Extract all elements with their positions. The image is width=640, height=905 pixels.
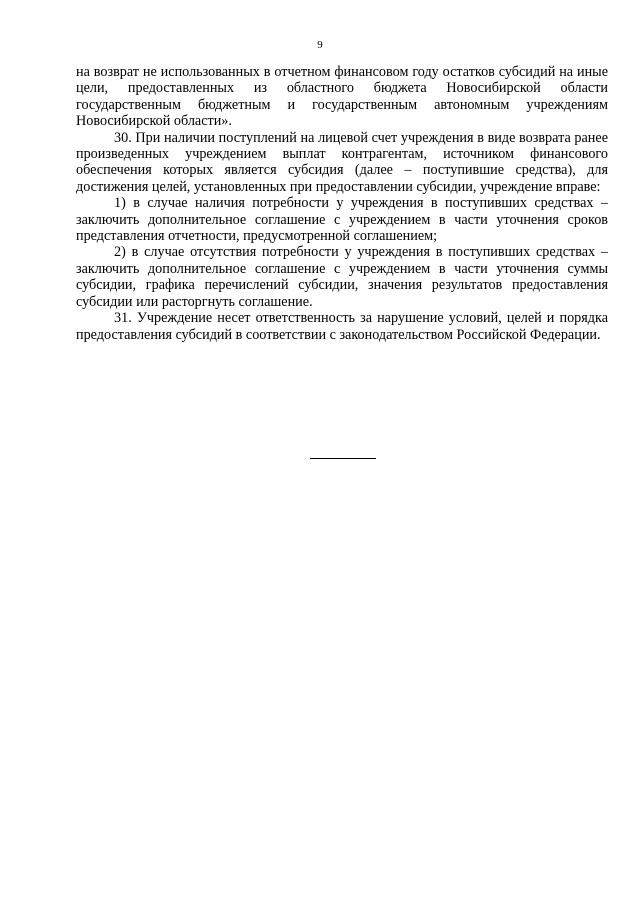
end-of-document-rule: [310, 458, 376, 459]
page-number: 9: [317, 39, 323, 51]
paragraph-continuation: на возврат не использованных в отчетном финансовом году остатков субсидий на иные цели, предоставленных из областного бюджета Новосибирской области государственным бюджетным и государственным автономным учреждениям Новосибирской области».: [76, 64, 608, 130]
document-body: [76, 64, 608, 343]
paragraph-item-30: 30. При наличии поступлений на лицевой счет учреждения в виде возврата ранее произведенных учреждением выплат контрагентам, источником финансового обеспечения которых является субсидия (далее – поступившие средства), для достижения целей, установленных при предоставлении субсидии, учреждение вправе:: [76, 129, 608, 195]
paragraph-subitem-1: 1) в случае наличия потребности у учреждения в поступивших средствах – заключить дополнительное соглашение с учреждением в части уточнения сроков представления отчетности, предусмотренной соглашением;: [76, 195, 608, 245]
paragraph-subitem-2: 2) в случае отсутствия потребности у учреждения в поступивших средствах – заключить дополнительное соглашение с учреждением в части уточнения суммы субсидии, графика перечислений субсидии, значения результатов предоставления субсидии или расторгнуть соглашение.: [76, 244, 608, 310]
paragraph-item-31: 31. Учреждение несет ответственность за нарушение условий, целей и порядка предоставления субсидий в соответствии с законодательством Российской Федерации.: [76, 310, 608, 343]
